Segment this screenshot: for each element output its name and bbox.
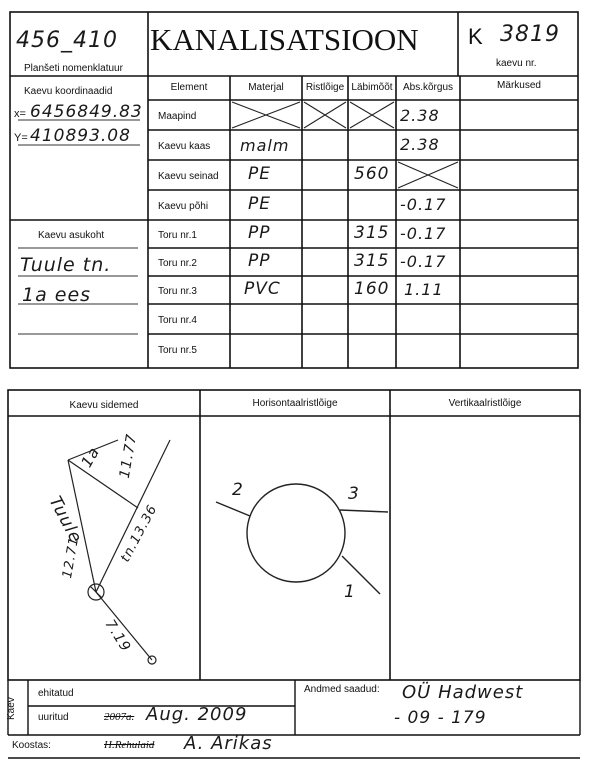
compiled-label: Koostas:: [12, 740, 51, 751]
coord-x-value: 6456849.83: [30, 102, 143, 122]
table-row-material: malm: [240, 136, 290, 155]
table-row-element: Toru nr.1: [158, 230, 197, 241]
table-row-element: Toru nr.5: [158, 345, 197, 356]
table-row-material: PE: [248, 194, 271, 214]
tie-street-label: Tuule: [44, 493, 86, 547]
coord-y-value: 410893.08: [30, 126, 131, 146]
table-row-element: Toru nr.3: [158, 286, 197, 297]
coords-label: Kaevu koordinaadid: [24, 86, 113, 97]
coord-x-prefix: x=: [14, 108, 26, 120]
sketch-section-frame: [8, 390, 580, 680]
coord-y-prefix: Y=: [14, 132, 28, 144]
location-label: Kaevu asukoht: [38, 230, 105, 241]
table-row-height: 1.11: [404, 280, 444, 299]
table-row-diameter: 560: [354, 164, 390, 184]
table-row-diameter: 160: [354, 279, 390, 299]
table-row-element: Kaevu kaas: [158, 141, 211, 152]
table-row-element: Toru nr.2: [158, 258, 197, 269]
col-header-height: Abs.kõrgus: [402, 82, 454, 93]
ties-label: Kaevu sidemed: [69, 400, 139, 411]
location-line-1: Tuule tn.: [20, 254, 112, 276]
nomenclature-value: 456_410: [16, 28, 118, 53]
table-row-height: 2.38: [400, 106, 440, 125]
tie-street-distance: 12.71: [60, 535, 83, 580]
col-header-material: Materjal: [248, 82, 284, 93]
form-title: KANALISATSIOON: [150, 22, 419, 57]
table-row-element: Maapind: [158, 111, 197, 122]
vertical-section-label: Vertikaalristlõige: [448, 398, 522, 409]
table-row-diameter: 315: [354, 223, 390, 243]
pipe-3-label: 3: [348, 484, 360, 504]
well-id-label: kaevu nr.: [496, 58, 537, 69]
nomenclature-label: Planšeti nomenklatuur: [24, 63, 123, 74]
table-row-element: Toru nr.4: [158, 315, 197, 326]
table-row-height: -0.17: [400, 195, 447, 214]
tie-1a-distance: 11.77: [116, 432, 141, 480]
table-row-diameter: 315: [354, 251, 390, 271]
surveyed-label: uuritud: [38, 712, 69, 723]
table-row-height: -0.17: [400, 252, 447, 271]
built-label: ehitatud: [38, 688, 74, 699]
location-line-2: 1a ees: [22, 284, 92, 306]
tie-diagonal-label: tn.13.36: [118, 502, 161, 565]
pipe-1-label: 1: [344, 582, 356, 602]
tie-bottom-distance: 7.19: [101, 616, 134, 656]
table-row-material: PE: [248, 164, 271, 184]
data-from-label: Andmed saadud:: [304, 684, 380, 695]
col-header-diameter: Läbimõõt: [351, 82, 393, 93]
compiled-struck-value: H.Rehulaid: [104, 739, 155, 751]
footer-side-label: Kaev: [6, 697, 17, 720]
well-id-letter: K: [468, 24, 483, 49]
table-row-element: Kaevu põhi: [158, 201, 209, 212]
table-row-material: PP: [248, 223, 271, 243]
table-row-element: Kaevu seinad: [158, 171, 219, 182]
horizontal-section-label: Horisontaalristlõige: [252, 398, 338, 409]
table-row-height: -0.17: [400, 224, 447, 243]
table-row-material: PP: [248, 251, 271, 271]
table-row-height: 2.38: [400, 135, 440, 154]
horizontal-section-drawing: [216, 484, 388, 594]
table-row-material: PVC: [244, 279, 281, 299]
col-header-section: Ristlõige: [305, 82, 345, 93]
data-from-reference: - 09 - 179: [394, 708, 487, 728]
col-header-remarks: Märkused: [497, 80, 541, 91]
compiled-value: A. Arikas: [184, 733, 273, 754]
pipe-2-label: 2: [232, 480, 244, 500]
surveyed-value: Aug. 2009: [146, 704, 248, 725]
surveyed-struck-value: 2007a.: [104, 711, 135, 723]
tie-1a-label: 1a: [77, 443, 104, 471]
well-id-number: 3819: [500, 22, 560, 47]
col-header-element: Element: [170, 82, 208, 93]
data-from-value: OÜ Hadwest: [402, 682, 524, 703]
